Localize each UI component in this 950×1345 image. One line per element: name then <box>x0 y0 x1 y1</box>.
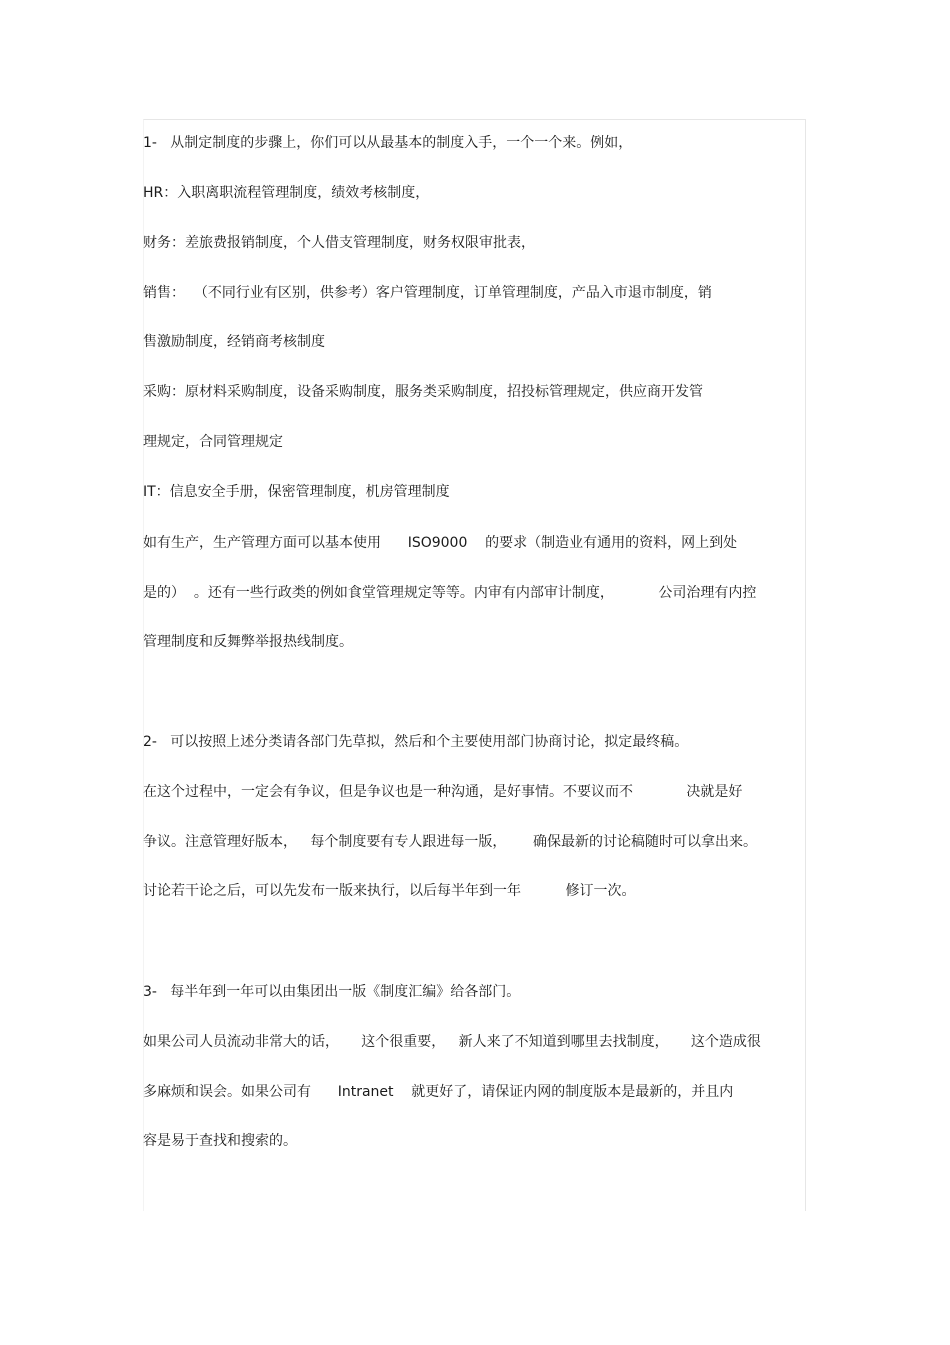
step-2-heading: 2- 可以按照上述分类请各部门先草拟，然后和个主要使用部门协商讨论，拟定最终稿。 <box>143 734 689 750</box>
procurement-policies-line-2: 理规定，合同管理规定 <box>143 434 283 450</box>
step-2-body-line-2: 争议。注意管理好版本， 每个制度要有专人跟进每一版， 确保最新的讨论稿随时可以拿出来。 <box>143 834 758 850</box>
step-2-body-line-3: 讨论若干论之后，可以先发布一版来执行，以后每半年到一年 修订一次。 <box>143 883 636 899</box>
it-policies: IT：信息安全手册，保密管理制度，机房管理制度 <box>143 484 450 500</box>
step-1-heading: 1- 从制定制度的步骤上，你们可以从最基本的制度入手，一个一个来。例如， <box>143 135 633 151</box>
production-policies-line-3: 管理制度和反舞弊举报热线制度。 <box>143 634 353 650</box>
step-3-heading: 3- 每半年到一年可以由集团出一版《制度汇编》给各部门。 <box>143 984 521 1000</box>
step-3-body-line-1: 如果公司人员流动非常大的话， 这个很重要， 新人来了不知道到哪里去找制度， 这个造成很 <box>143 1034 761 1050</box>
sales-policies-line-1: 销售： （不同行业有区别，供参考）客户管理制度，订单管理制度，产品入市退市制度，销 <box>143 285 712 301</box>
step-2-body-line-1: 在这个过程中，一定会有争议，但是争议也是一种沟通，是好事情。不要议而不 决就是好 <box>143 784 743 800</box>
step-3-body-line-3: 容是易于查找和搜索的。 <box>143 1133 297 1149</box>
sales-policies-line-2: 售激励制度，经销商考核制度 <box>143 334 325 350</box>
hr-policies: HR：入职离职流程管理制度，绩效考核制度， <box>143 185 430 201</box>
procurement-policies-line-1: 采购：原材料采购制度，设备采购制度，服务类采购制度，招投标管理规定，供应商开发管 <box>143 384 703 400</box>
production-policies-line-1: 如有生产，生产管理方面可以基本使用 ISO9000 的要求（制造业有通用的资料，网上到处 <box>143 535 738 551</box>
finance-policies: 财务：差旅费报销制度，个人借支管理制度，财务权限审批表， <box>143 235 535 251</box>
step-3-body-line-2: 多麻烦和误会。如果公司有 Intranet 就更好了，请保证内网的制度版本是最新的，并且内 <box>143 1084 734 1100</box>
production-policies-line-2: 是的） 。还有一些行政类的例如食堂管理规定等等。内审有内部审计制度， 公司治理有内控 <box>143 585 757 601</box>
